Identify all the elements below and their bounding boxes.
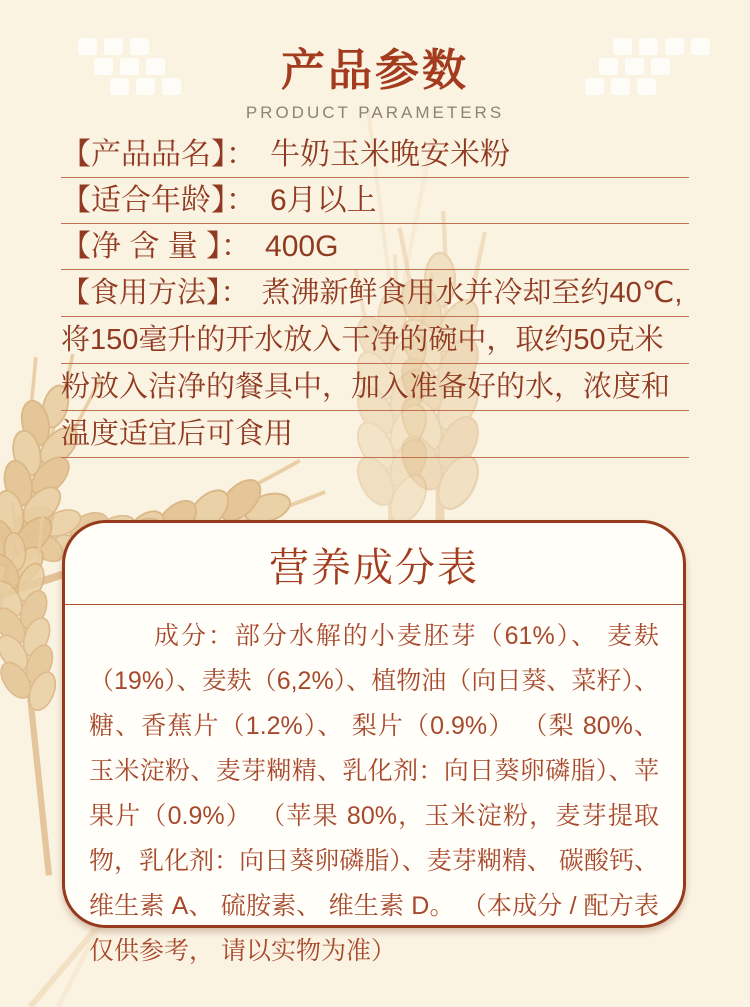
- parameter-list: [61, 132, 689, 458]
- param-row-product-name: [61, 132, 689, 178]
- nutrition-title: 营养成分表: [269, 546, 479, 590]
- param-value: 400G: [265, 230, 339, 263]
- nutrition-divider: [65, 604, 683, 605]
- param-value: 煮沸新鲜食用水并冷却至约40℃, 将150毫升的开水放入干净的碗中，取约50克米粉放入洁净的餐具中，加入准备好的水，浓度和温度适宜后可食用: [61, 277, 683, 450]
- param-label: 【食用方法】：: [61, 277, 250, 309]
- ingredients-text: 成分：部分水解的小麦胚芽（61%）、 麦麸（19%）、麦麸（6,2%）、植物油（向日葵、菜籽）、糖、香蕉片（1.2%）、 梨片（0.9%） （梨 80%、 玉米淀粉、麦芽糊精、乳化剂：向日葵卵磷脂）、苹果片（0.9%） （苹果 80%，玉米淀粉，麦芽提取物，乳化剂：向日葵卵磷脂）、麦芽糊精、 碳酸钙、 维生素 A、 硫胺素、 维生素 D。 （本成分 / 配方表仅供参考， 请以实物为准）: [89, 622, 659, 965]
- header: [0, 34, 750, 123]
- param-value: 牛奶玉米晚安米粉: [270, 138, 510, 171]
- param-row-suitable-age: [61, 178, 689, 224]
- param-row-net-content: [61, 224, 689, 270]
- param-label: 【适合年龄】：: [61, 184, 256, 217]
- page-title: 产品参数: [281, 46, 469, 95]
- param-row-usage-method: [61, 270, 689, 458]
- page-subtitle: PRODUCT PARAMETERS: [245, 103, 505, 122]
- param-label: 【产品品名】：: [61, 138, 256, 171]
- nutrition-box: [62, 520, 686, 965]
- param-label: 【净 含 量 】：: [61, 230, 252, 263]
- param-value: 6月以上: [270, 184, 377, 217]
